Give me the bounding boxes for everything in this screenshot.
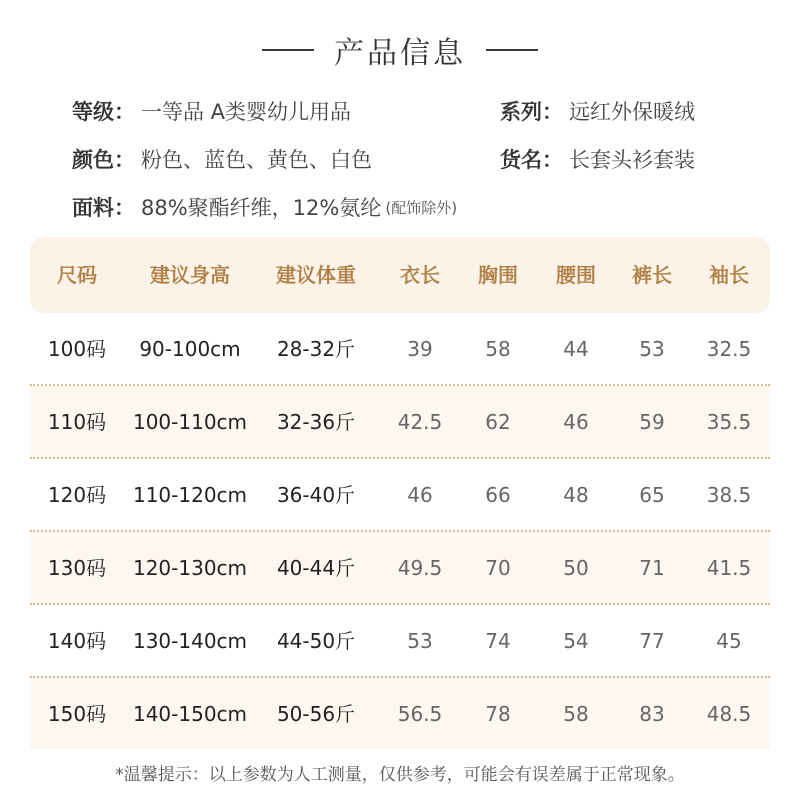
disclaimer-note: *温馨提示：以上参数为人工测量，仅供参考，可能会有误差属于正常现象。 [115,765,685,785]
page-title: 产品信息 [334,36,466,71]
cell-top-length: 53 [407,629,433,653]
size-table-header [30,237,770,313]
cell-size: 120码 [47,483,107,507]
series-info [500,96,695,126]
cell-pant-length: 59 [639,410,665,434]
cell-sleeve: 35.5 [706,410,752,434]
fabric-note: (配饰除外) [385,198,458,217]
cell-chest: 78 [485,702,511,726]
cell-waist: 58 [563,702,589,726]
table-row [30,386,770,459]
color-info [72,144,372,174]
header-waist: 腰围 [556,263,596,287]
cell-waist: 44 [563,337,589,361]
table-row [30,678,770,749]
section-title [0,28,800,72]
cell-top-length: 39 [407,337,433,361]
color-value: 粉色、蓝色、黄色、白色 [141,148,372,172]
cell-size: 110码 [47,410,107,434]
title-line-right [486,49,538,51]
grade-label: 等级： [72,100,135,124]
cell-height: 90-100cm [139,337,241,361]
header-sleeve: 袖长 [709,263,749,287]
name-label: 货名： [500,148,563,172]
cell-top-length: 46 [407,483,433,507]
cell-height: 100-110cm [132,410,248,434]
cell-top-length: 49.5 [397,556,443,580]
info-row-1 [72,95,732,127]
cell-height: 130-140cm [132,629,248,653]
header-weight: 建议体重 [276,263,356,287]
cell-weight: 32-36斤 [276,410,356,434]
series-value: 远红外保暖绒 [569,100,695,124]
cell-chest: 74 [485,629,511,653]
info-row-3 [72,191,732,223]
title-line-left [262,49,314,51]
cell-top-length: 56.5 [397,702,443,726]
size-table-body [30,313,770,749]
cell-weight: 36-40斤 [276,483,356,507]
header-height: 建议身高 [150,263,230,287]
fabric-label: 面料： [72,196,135,220]
cell-height: 120-130cm [132,556,248,580]
cell-waist: 54 [563,629,589,653]
cell-waist: 48 [563,483,589,507]
cell-pant-length: 71 [639,556,665,580]
cell-top-length: 42.5 [397,410,443,434]
header-pant-length: 裤长 [632,263,672,287]
series-label: 系列： [500,100,563,124]
cell-weight: 40-44斤 [276,556,356,580]
name-info [500,144,695,174]
cell-chest: 70 [485,556,511,580]
cell-chest: 62 [485,410,511,434]
grade-value: 一等品 A类婴幼儿用品 [141,100,352,124]
cell-height: 110-120cm [132,483,248,507]
cell-sleeve: 38.5 [706,483,752,507]
cell-size: 150码 [47,702,107,726]
cell-weight: 44-50斤 [276,629,356,653]
cell-size: 140码 [47,629,107,653]
header-size: 尺码 [57,263,97,287]
table-row [30,313,770,386]
cell-waist: 50 [563,556,589,580]
cell-chest: 66 [485,483,511,507]
grade-info [72,96,351,126]
cell-size: 100码 [47,337,107,361]
cell-sleeve: 32.5 [706,337,752,361]
table-row [30,459,770,532]
cell-sleeve: 45 [716,629,742,653]
cell-pant-length: 77 [639,629,665,653]
cell-waist: 46 [563,410,589,434]
fabric-info [72,192,457,222]
cell-pant-length: 53 [639,337,665,361]
cell-sleeve: 41.5 [706,556,752,580]
cell-pant-length: 65 [639,483,665,507]
cell-height: 140-150cm [132,702,248,726]
cell-sleeve: 48.5 [706,702,752,726]
cell-chest: 58 [485,337,511,361]
header-chest: 胸围 [478,263,518,287]
header-top-length: 衣长 [400,263,440,287]
fabric-value: 88%聚酯纤维，12%氨纶 [141,196,382,220]
name-value: 长套头衫套装 [569,148,695,172]
cell-weight: 50-56斤 [276,702,356,726]
color-label: 颜色： [72,148,135,172]
cell-pant-length: 83 [639,702,665,726]
info-row-2 [72,143,732,175]
cell-weight: 28-32斤 [276,337,356,361]
table-row [30,532,770,605]
table-row [30,605,770,678]
cell-size: 130码 [47,556,107,580]
